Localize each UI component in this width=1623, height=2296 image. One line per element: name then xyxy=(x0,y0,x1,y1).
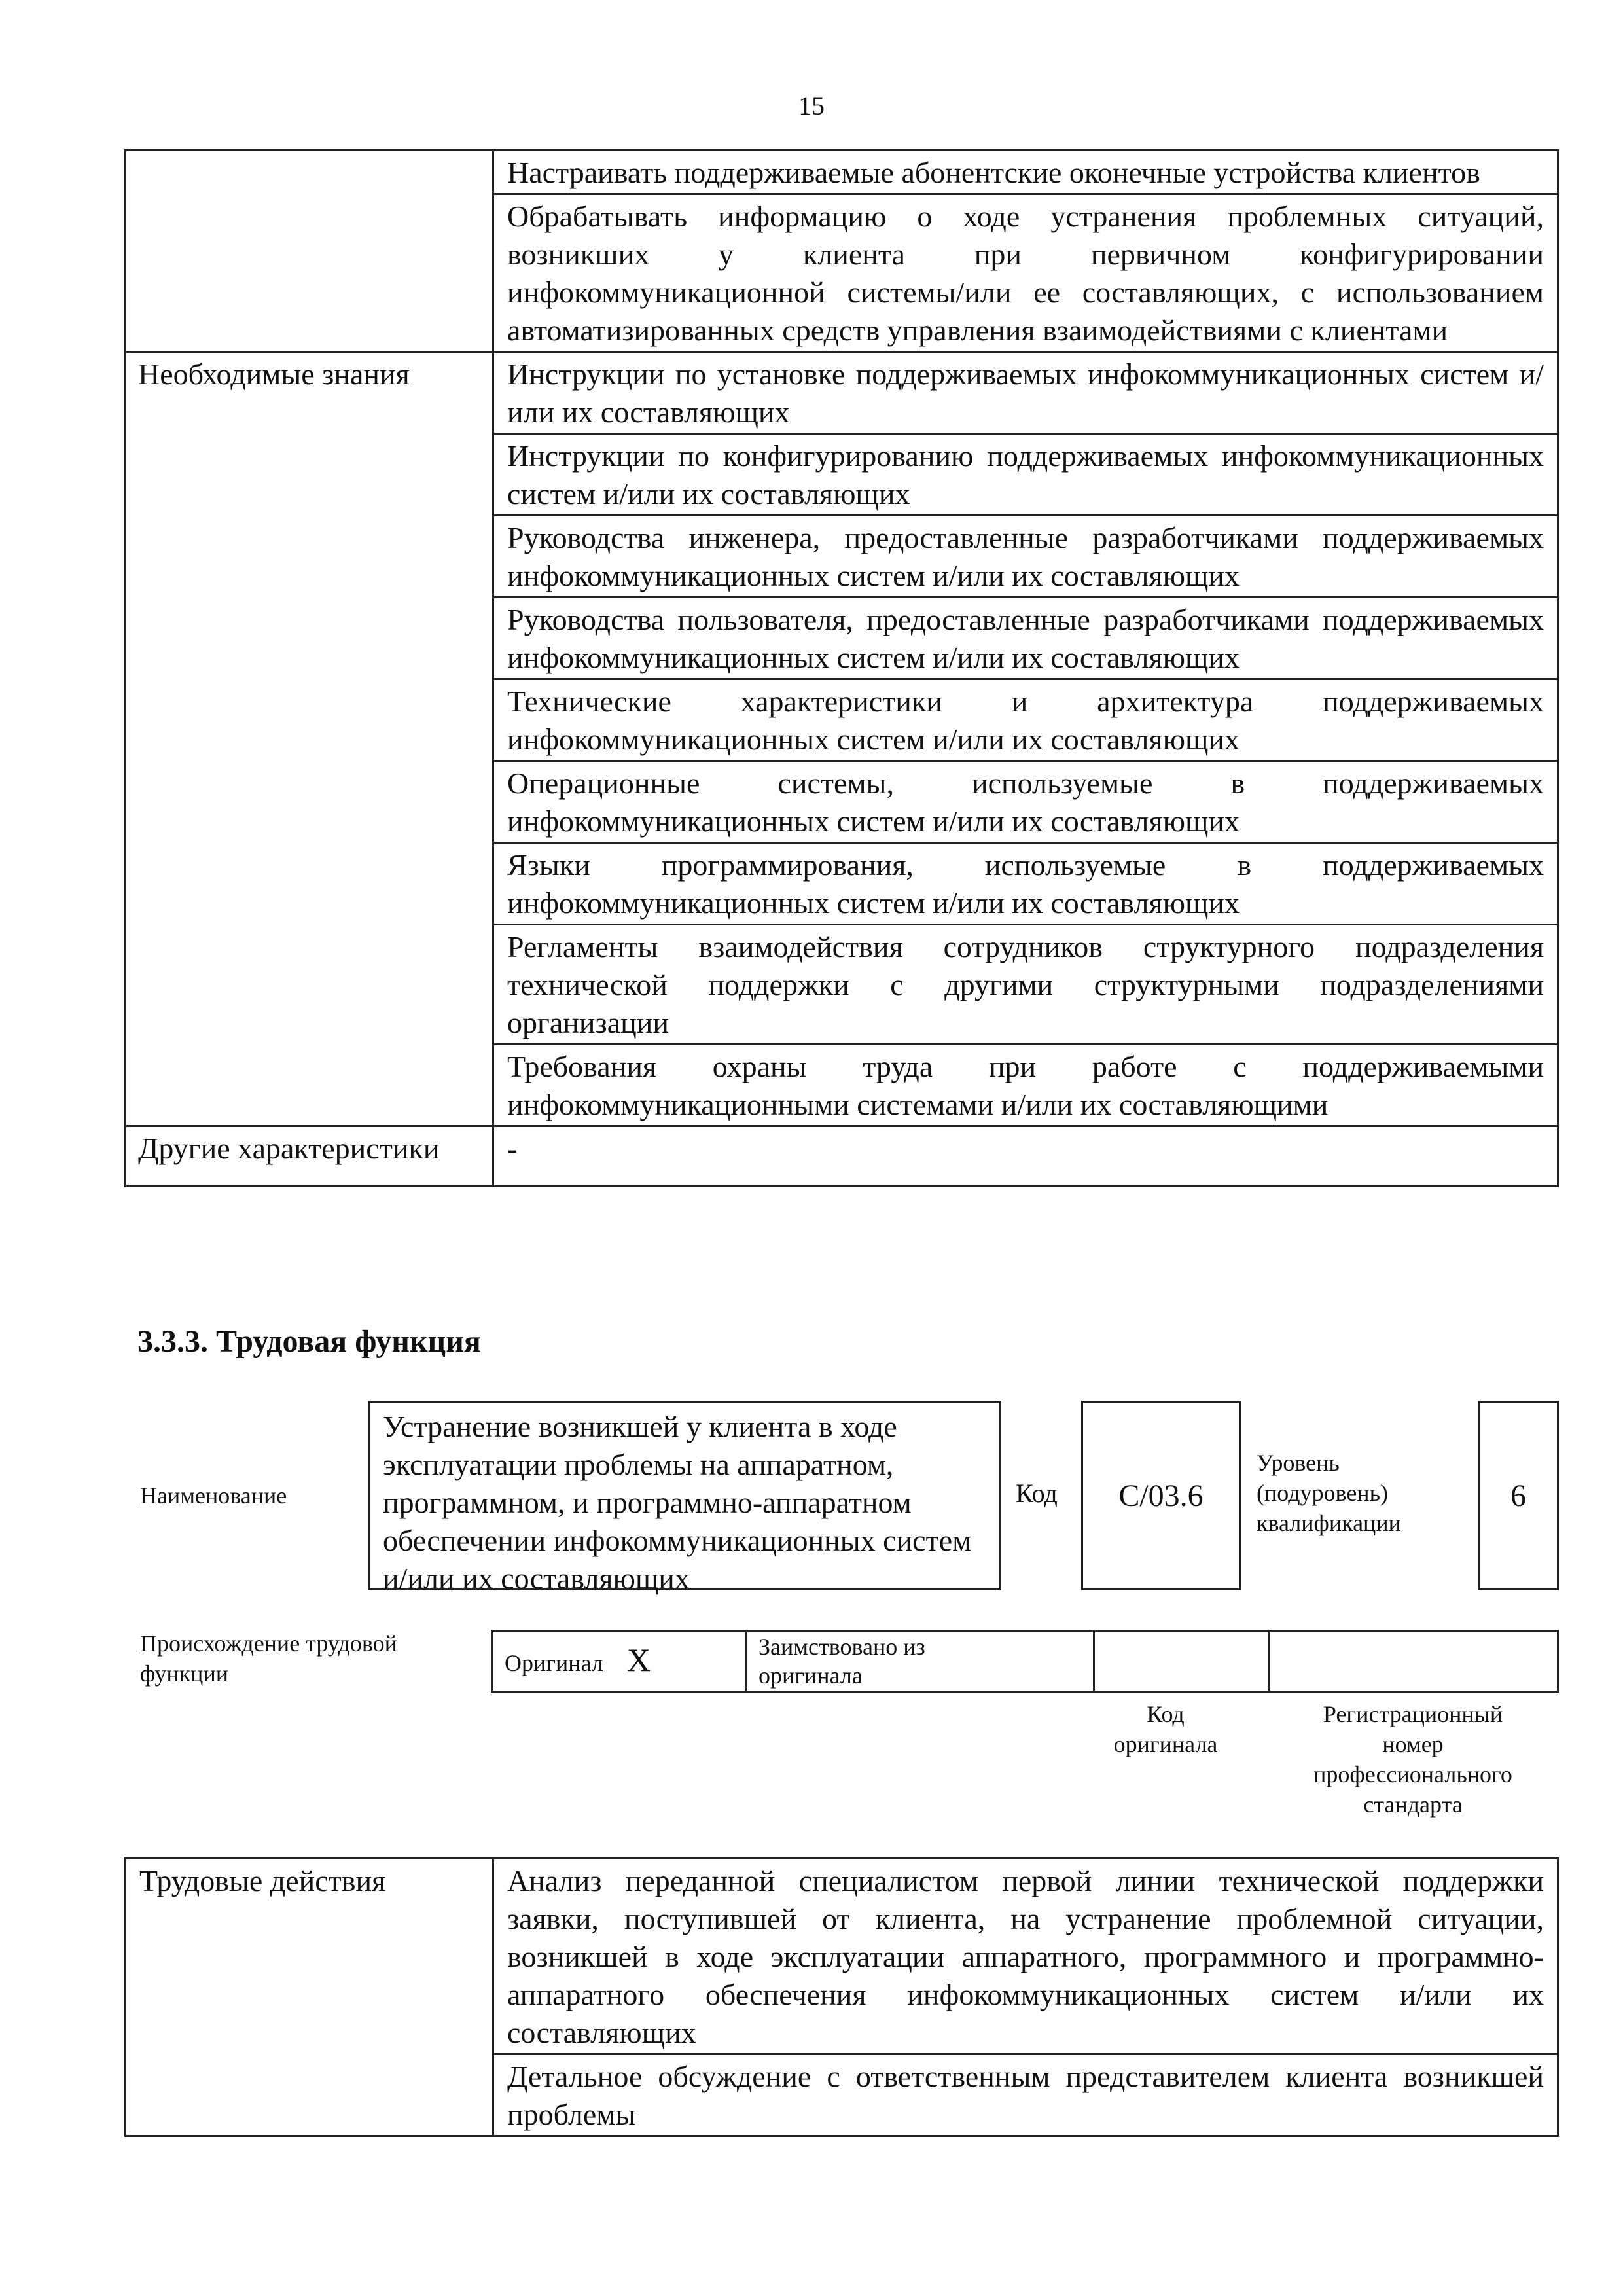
table-cell: Обрабатывать информацию о ходе устранения проблемных ситуаций, возникших у клиента при первичном конфигурировании инфокоммуникационной системы/или ее составляющих, с использованием автоматизированных средств управления взаимодействиями с клиентами xyxy=(493,194,1558,352)
level-value: 6 xyxy=(1478,1401,1559,1590)
table-row xyxy=(126,1126,1558,1187)
table-row xyxy=(126,151,1558,194)
original-code-cell xyxy=(1094,1631,1270,1692)
table-cell: Руководства пользователя, предоставленные разработчиками поддерживаемых инфокоммуникационных систем и/или их составляющих xyxy=(493,598,1558,679)
reg-caption xyxy=(1267,1699,1559,1820)
caption-line: Регистрационный xyxy=(1323,1701,1503,1727)
code-caption xyxy=(1090,1699,1241,1759)
borrowed-label-line: Заимствовано из xyxy=(758,1634,925,1660)
origin-label-line: функции xyxy=(140,1660,228,1687)
table-row xyxy=(126,352,1558,434)
code-label: Код xyxy=(1016,1479,1058,1508)
caption-line: оригинала xyxy=(1113,1731,1218,1757)
borrowed-cell xyxy=(746,1631,1094,1692)
row-label-knowledge: Необходимые знания xyxy=(126,352,493,1126)
table-cell: Руководства инженера, предоставленные разработчиками поддерживаемых инфокоммуникационных систем и/или их составляющих xyxy=(493,516,1558,598)
row-label-other: Другие характеристики xyxy=(126,1126,493,1187)
level-label-line: Уровень xyxy=(1257,1450,1340,1476)
original-label: Оригинал xyxy=(505,1649,603,1676)
caption-line: стандарта xyxy=(1363,1791,1463,1818)
caption-line: профессионального xyxy=(1313,1761,1512,1787)
table-cell: Требования охраны труда при работе с поддерживаемыми инфокоммуникационными системами и/или их составляющими xyxy=(493,1045,1558,1126)
table-row xyxy=(126,1859,1558,2054)
actions-table xyxy=(124,1857,1559,2137)
table-cell: Операционные системы, используемые в поддерживаемых инфокоммуникационных систем и/или их составляющих xyxy=(493,761,1558,843)
actions-label: Трудовые действия xyxy=(126,1859,493,2136)
table-cell: Инструкции по конфигурированию поддерживаемых инфокоммуникационных систем и/или их составляющих xyxy=(493,434,1558,516)
level-label-line: квалификации xyxy=(1257,1510,1401,1536)
original-mark: X xyxy=(626,1641,651,1678)
table-cell: Регламенты взаимодействия сотрудников структурного подразделения технической поддержки с другими структурными подразделениями организации xyxy=(493,925,1558,1045)
reg-number-cell xyxy=(1270,1631,1558,1692)
origin-table xyxy=(491,1630,1559,1693)
original-cell xyxy=(492,1631,746,1692)
table-cell: Настраивать поддерживаемые абонентские оконечные устройства клиентов xyxy=(493,151,1558,194)
table-cell: Детальное обсуждение с ответственным представителем клиента возникшей проблемы xyxy=(493,2054,1558,2136)
caption-line: номер xyxy=(1382,1731,1444,1757)
table-row xyxy=(492,1631,1558,1692)
table-cell: Инструкции по установке поддерживаемых инфокоммуникационных систем и/или их составляющих xyxy=(493,352,1558,434)
skills-table xyxy=(124,149,1559,1187)
table-cell: - xyxy=(493,1126,1558,1187)
table-cell: Анализ переданной специалистом первой линии технической поддержки заявки, поступившей от клиента, на устранение проблемной ситуации, возникшей в ходе эксплуатации аппаратного, программного и программно-аппаратного обеспечения инфокоммуникационных систем и/или их составляющих xyxy=(493,1859,1558,2054)
level-label-line: (подуровень) xyxy=(1257,1480,1388,1506)
table-cell: Языки программирования, используемые в поддерживаемых инфокоммуникационных систем и/или их составляющих xyxy=(493,843,1558,925)
name-label: Наименование xyxy=(140,1482,287,1509)
borrowed-label-line: оригинала xyxy=(758,1662,863,1689)
page-number: 15 xyxy=(798,91,825,120)
origin-label xyxy=(140,1628,397,1689)
table-cell: Технические характеристики и архитектура поддерживаемых инфокоммуникационных систем и/или их составляющих xyxy=(493,679,1558,761)
row-label xyxy=(126,151,493,352)
origin-label-line: Происхождение трудовой xyxy=(140,1630,397,1657)
section-heading: 3.3.3. Трудовая функция xyxy=(137,1324,481,1359)
caption-line: Код xyxy=(1147,1701,1185,1727)
level-label xyxy=(1257,1448,1401,1538)
code-value: C/03.6 xyxy=(1081,1401,1241,1590)
name-value: Устранение возникшей у клиента в ходе эксплуатации проблемы на аппаратном, программном, и программно-аппаратном обеспечении инфокоммуникационных систем и/или их составляющих xyxy=(368,1401,1001,1590)
